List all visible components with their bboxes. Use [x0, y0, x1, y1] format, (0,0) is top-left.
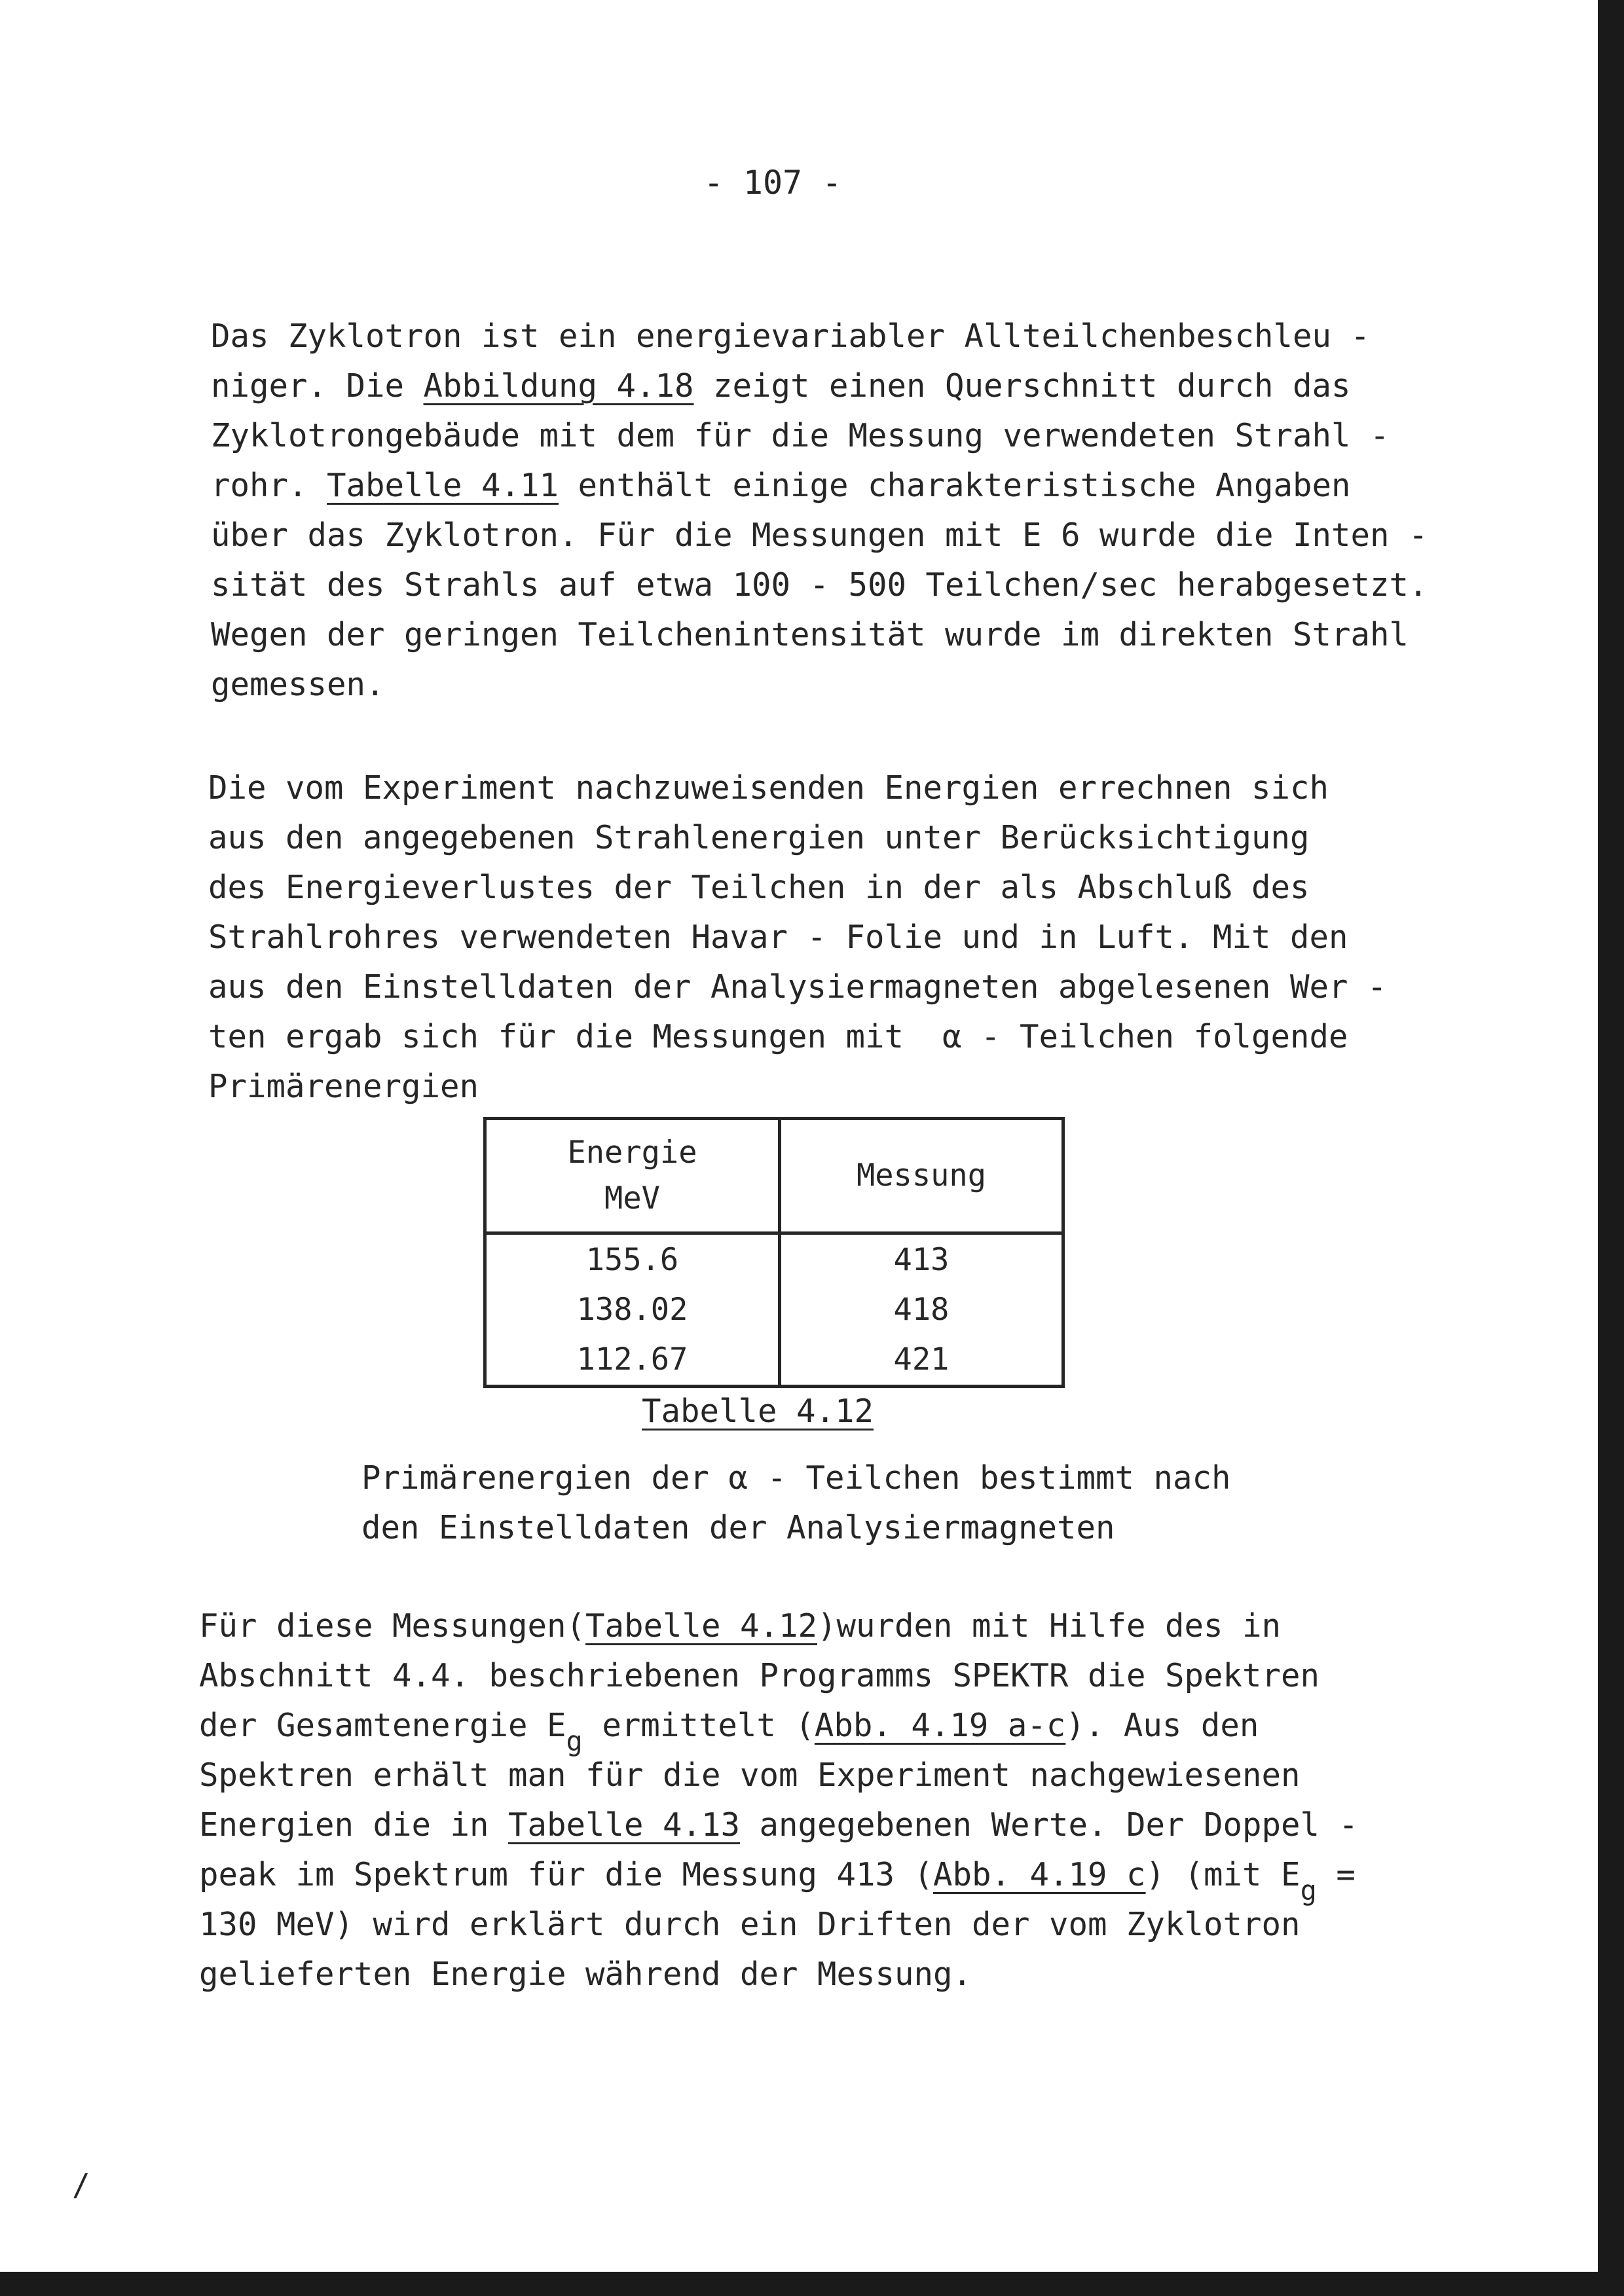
text-line [199, 1601, 1358, 1651]
text-line [199, 1701, 1358, 1757]
paragraph-cyclotron [211, 312, 1428, 710]
cell-energie: 155.6 [485, 1233, 780, 1285]
text-span: niger. Die [211, 367, 424, 405]
text-span: ) (mit E [1145, 1856, 1301, 1893]
table-reference-link[interactable]: Tabelle 4.12 [585, 1607, 818, 1645]
header-energie [485, 1119, 780, 1233]
text-line [211, 461, 1428, 511]
cell-messung: 418 [780, 1285, 1063, 1334]
text-line: Abschnitt 4.4. beschriebenen Programms SPEKTR die Spektren [199, 1657, 1320, 1694]
text-span: = [1316, 1856, 1356, 1893]
caption-line: Primärenergien der α - Teilchen bestimmt nach [361, 1459, 1231, 1497]
text-line: sität des Strahls auf etwa 100 - 500 Teilchen/sec herabgesetzt. [211, 566, 1428, 604]
figure-reference-link[interactable]: Abb. 4.19 c [933, 1856, 1146, 1893]
text-line: Strahlrohres verwendeten Havar - Folie und in Luft. Mit den [208, 919, 1348, 956]
table-header-row [485, 1119, 1063, 1233]
cell-energie: 138.02 [485, 1285, 780, 1334]
text-span: ermittelt ( [582, 1707, 815, 1744]
page-number: - 107 - [703, 164, 842, 202]
table-row [485, 1335, 1063, 1387]
text-line: aus den Einstelldaten der Analysiermagneten abgelesenen Wer - [208, 968, 1387, 1006]
text-line: Zyklotrongebäude mit dem für die Messung verwendeten Strahl - [211, 417, 1390, 454]
text-line: ten ergab sich für die Messungen mit α - Teilchen folgende [208, 1018, 1348, 1055]
cell-messung: 413 [780, 1233, 1063, 1285]
primary-energy-table [483, 1117, 1065, 1388]
table-row [485, 1285, 1063, 1334]
paragraph-energies [208, 763, 1387, 1112]
table-reference-link[interactable]: Tabelle 4.11 [327, 467, 559, 504]
text-line: aus den angegebenen Strahlenergien unter Berücksichtigung [208, 819, 1310, 856]
cell-energie: 112.67 [485, 1335, 780, 1387]
text-span: )wurden mit Hilfe des in [817, 1607, 1282, 1645]
table-reference-link[interactable]: Tabelle 4.13 [508, 1806, 741, 1844]
text-span: rohr. [211, 467, 327, 504]
text-span: enthält einige charakteristische Angaben [559, 467, 1351, 504]
paragraph-spectra [199, 1601, 1358, 1999]
text-line: des Energieverlustes der Teilchen in der als Abschluß des [208, 869, 1310, 906]
text-line [211, 361, 1428, 411]
caption-line: den Einstelldaten der Analysiermagneten [361, 1509, 1115, 1546]
text-line: Wegen der geringen Teilchenintensität wurde im direkten Strahl [211, 616, 1409, 653]
table-caption [361, 1453, 1231, 1553]
text-line: Die vom Experiment nachzuweisenden Energien errechnen sich [208, 769, 1329, 807]
header-energie-label: Energie [567, 1135, 697, 1171]
text-line: Das Zyklotron ist ein energievariabler Allteilchenbeschleu - [211, 318, 1371, 355]
text-span: zeigt einen Querschnitt durch das [693, 367, 1351, 405]
header-messung: Messung [780, 1119, 1063, 1233]
table-row [485, 1233, 1063, 1285]
figure-reference-link[interactable]: Abbildung 4.18 [423, 367, 694, 405]
text-line [199, 1850, 1358, 1906]
text-span: angegebenen Werte. Der Doppel - [740, 1806, 1359, 1844]
text-line: 130 MeV) wird erklärt durch ein Driften der vom Zyklotron [199, 1906, 1301, 1943]
text-line: gelieferten Energie während der Messung. [199, 1956, 972, 1993]
header-energie-unit: MeV [604, 1180, 660, 1216]
subscript: g [566, 1725, 583, 1757]
table-label: Tabelle 4.12 [642, 1393, 874, 1430]
figure-reference-link[interactable]: Abb. 4.19 a-c [814, 1707, 1066, 1744]
text-span: ). Aus den [1065, 1707, 1259, 1744]
text-span: Energien die in [199, 1806, 509, 1844]
margin-mark: / [72, 2167, 90, 2202]
text-span: peak im Spektrum für die Messung 413 ( [199, 1856, 934, 1893]
cell-messung: 421 [780, 1335, 1063, 1387]
text-span: der Gesamtenergie E [199, 1707, 566, 1744]
subscript: g [1300, 1874, 1317, 1906]
text-line [199, 1800, 1358, 1850]
text-line: Primärenergien [208, 1068, 479, 1105]
text-line: über das Zyklotron. Für die Messungen mit E 6 wurde die Inten - [211, 517, 1428, 554]
text-line: Spektren erhält man für die vom Experiment nachgewiesenen [199, 1757, 1301, 1794]
text-line: gemessen. [211, 666, 385, 703]
text-span: Für diese Messungen( [199, 1607, 586, 1645]
